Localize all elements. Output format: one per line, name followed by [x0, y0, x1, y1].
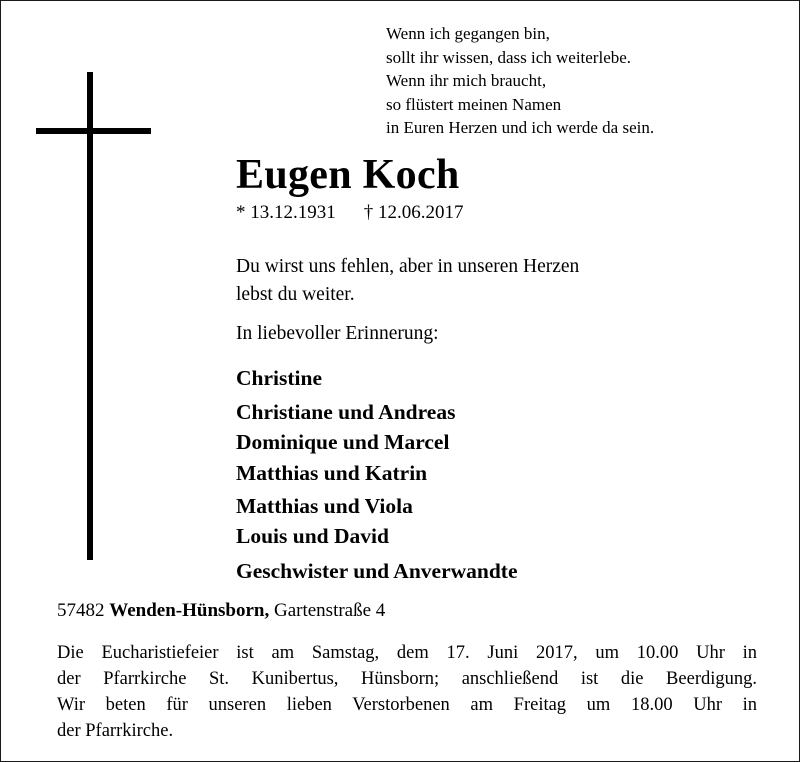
poem [386, 22, 786, 140]
mourner-name: Geschwister und Anverwandte [236, 559, 518, 583]
address-street: Gartenstraße 4 [273, 600, 386, 621]
address-town: Wenden-Hünsborn, [109, 600, 270, 621]
mourner-name: Louis und David [236, 524, 389, 548]
poem-line: Wenn ich gegangen bin, [386, 24, 550, 43]
service-line: Wir beten für unseren lieben Verstorbenen am Freitag um 18.00 Uhr in [57, 695, 757, 715]
message-line: lebst du weiter. [236, 284, 355, 305]
message-line: Du wirst uns fehlen, aber in unseren Herzen [236, 256, 580, 277]
poem-line: so flüstert meinen Namen [386, 94, 562, 114]
address-postcode: 57482 [57, 600, 105, 621]
poem-line: in Euren Herzen und ich werde da sein. [386, 118, 655, 137]
service-line: der Pfarrkirche St. Kunibertus, Hünsborn; anschließend ist die Beerdigung. [57, 669, 757, 689]
service-line: Die Eucharistiefeier ist am Samstag, dem 17. Juni 2017, um 10.00 Uhr in [57, 643, 757, 663]
death-date: † 12.06.2017 [363, 202, 464, 223]
cross-icon [87, 72, 93, 560]
family-address [57, 598, 385, 624]
deceased-name: Eugen Koch [236, 152, 460, 198]
mourner-name: Dominique und Marcel [236, 430, 450, 454]
poem-line: sollt ihr wissen, dass ich weiterlebe. [386, 47, 632, 67]
mourner-name: Matthias und Viola [236, 494, 413, 518]
poem-line: Wenn ihr mich braucht, [386, 71, 547, 90]
service-line: der Pfarrkirche. [57, 721, 174, 741]
mourner-name: Matthias und Katrin [236, 461, 428, 485]
remembrance-heading: In liebevoller Erinnerung: [236, 323, 439, 344]
birth-date: * 13.12.1931 [236, 202, 336, 223]
farewell-message [236, 253, 756, 309]
life-dates [236, 201, 464, 225]
service-info [57, 640, 757, 744]
cross-icon-bar [36, 128, 151, 134]
mourner-name: Christiane und Andreas [236, 400, 456, 424]
mourner-name: Christine [236, 366, 322, 390]
